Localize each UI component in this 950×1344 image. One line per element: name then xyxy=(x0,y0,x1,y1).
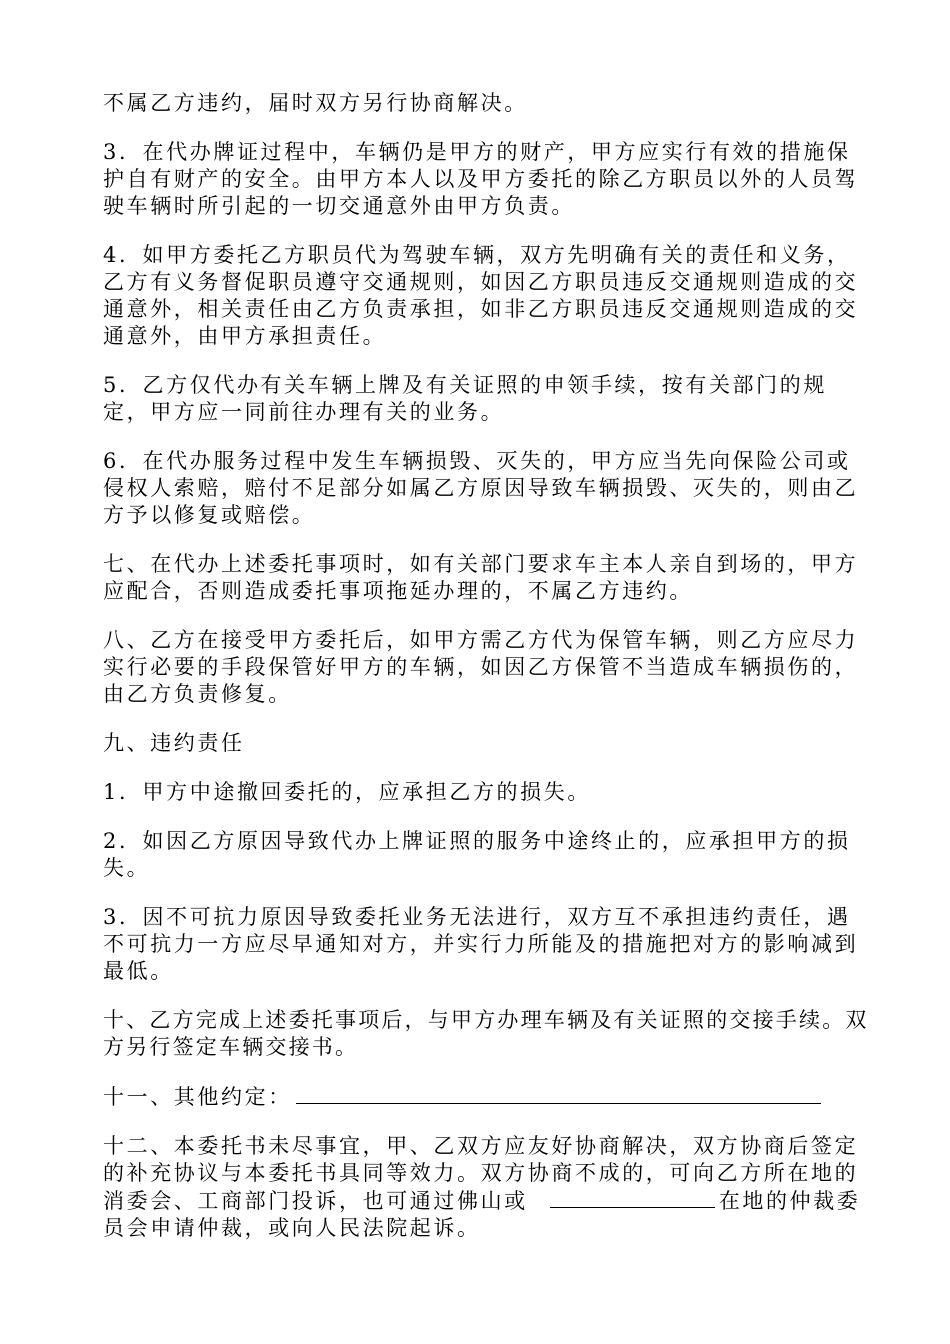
paragraph-continuation: 不属乙方违约，届时双方另行协商解决。 xyxy=(103,91,528,115)
paragraph-breach-1: 1．甲方中途撤回委托的，应承担乙方的损失。 xyxy=(103,780,591,804)
arbitration-location-blank xyxy=(550,1187,715,1208)
paragraph-clause-4-driver: 4．如甲方委托乙方职员代为驾驶车辆，双方先明确有关的责任和义务，乙方有义务督促职员遵守交通规则，如因乙方职员违反交通规则造成的交通意外，相关责任由乙方负责承担，如非乙方职员违反交通规则造成的交通意外，由甲方承担责任。 xyxy=(103,243,859,348)
document-page xyxy=(103,90,871,1264)
paragraph-section-10-handover: 十、乙方完成上述委托事项后，与甲方办理车辆及有关证照的交接手续。双方另行签定车辆交接书。 xyxy=(103,1008,869,1059)
paragraph-section-12-disputes xyxy=(103,1133,871,1242)
paragraph-section-7: 七、在代办上述委托事项时，如有关部门要求车主本人亲自到场的，甲方应配合，否则造成委托事项拖延办理的，不属乙方违约。 xyxy=(103,552,859,603)
paragraph-section-11-other xyxy=(103,1083,871,1111)
paragraph-breach-2: 2．如因乙方原因导致代办上牌证照的服务中途终止的，应承担甲方的损失。 xyxy=(103,829,851,880)
paragraph-breach-3: 3．因不可抗力原因导致委托业务无法进行，双方互不承担违约责任，遇不可抗力一方应尽早通知对方，并实行力所能及的措施把对方的影响减到最低。 xyxy=(103,905,859,983)
paragraph-clause-6-damage: 6．在代办服务过程中发生车辆损毁、灭失的，甲方应当先向保险公司或侵权人索赔，赔付不足部分如属乙方原因导致车辆损毁、灭失的，则由乙方予以修复或赔偿。 xyxy=(103,449,859,527)
paragraph-section-8: 八、乙方在接受甲方委托后，如甲方需乙方代为保管车辆，则乙方应尽力实行必要的手段保管好甲方的车辆，如因乙方保管不当造成车辆损伤的，由乙方负责修复。 xyxy=(103,628,859,706)
clause12-text-part2: 在地的仲裁委员会申请仲裁，或向人民法院起诉。 xyxy=(103,1189,861,1240)
paragraph-clause-3-vehicle-property: 3．在代办牌证过程中，车辆仍是甲方的财产，甲方应实行有效的措施保护自有财产的安全。由甲方本人以及甲方委托的除乙方职员以外的人员驾驶车辆时所引起的一切交通意外由甲方负责。 xyxy=(103,140,859,218)
paragraph-clause-5-procedures: 5．乙方仅代办有关车辆上牌及有关证照的申领手续，按有关部门的规定，甲方应一同前往办理有关的业务。 xyxy=(103,373,827,424)
other-agreement-blank xyxy=(296,1083,821,1104)
heading-section-9-breach: 九、违约责任 xyxy=(103,731,245,755)
clause12-text-part1: 十二、本委托书未尽事宜，甲、乙双方应友好协商解决，双方协商后签定的补充协议与本委托书具同等效力。双方协商不成的，可向乙方所在地的消委会、工商部门投诉，也可通过佛山或 xyxy=(103,1134,859,1213)
other-agreement-label: 十一、其他约定： xyxy=(103,1085,292,1109)
